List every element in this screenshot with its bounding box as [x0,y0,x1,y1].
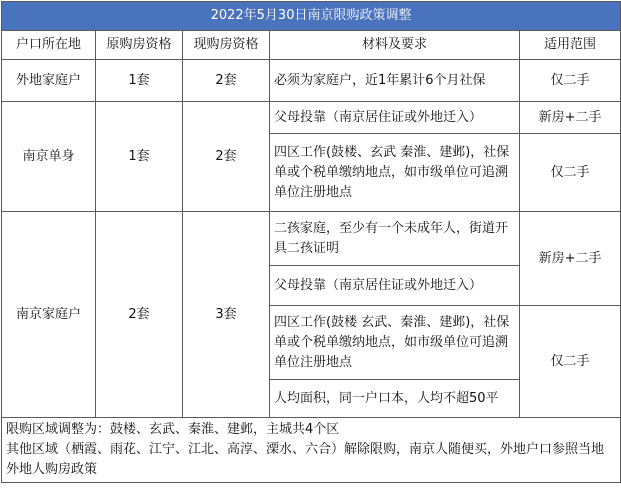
header-residence: 户口所在地 [2,31,96,60]
requirement-cell: 四区工作(鼓楼 玄武、秦淮、建邺)，社保单或个税单缴纳地点，如市级单位可追溯单位注册地点 [270,306,520,380]
current-quota-cell: 2套 [183,60,270,102]
policy-document [1,1,620,499]
scope-cell: 仅二手 [520,60,621,102]
table-row [2,102,621,134]
notes-row [2,418,621,483]
requirement-cell: 四区工作(鼓楼、玄武 秦淮、建邺)，社保单或个税单缴纳地点，如市级单位可追溯单位注册地点 [270,134,520,212]
header-current-quota: 现购房资格 [183,31,270,60]
scope-cell: 新房+二手 [520,212,621,306]
current-quota-cell: 2套 [183,102,270,212]
original-quota-cell: 1套 [96,60,183,102]
title-row [2,2,621,31]
requirement-cell: 父母投靠（南京居住证或外地迁入） [270,266,520,306]
original-quota-cell: 1套 [96,102,183,212]
original-quota-cell: 2套 [96,212,183,418]
requirement-cell: 父母投靠（南京居住证或外地迁入） [270,102,520,134]
notes-cell [2,418,621,483]
table-row [2,60,621,102]
requirement-cell: 必须为家庭户，近1年累计6个月社保 [270,60,520,102]
policy-table [1,1,621,483]
residence-cell: 南京单身 [2,102,96,212]
residence-cell: 外地家庭户 [2,60,96,102]
requirement-cell: 人均面积，同一户口本，人均不超50平 [270,380,520,418]
note-line: 限购区域调整为：鼓楼、玄武、秦淮、建邺，主城共4个区 [6,422,340,437]
residence-cell: 南京家庭户 [2,212,96,418]
table-row [2,212,621,266]
table-title: 2022年5月30日南京限购政策调整 [2,2,621,31]
current-quota-cell: 3套 [183,212,270,418]
note-line: 其他区域（栖霞、雨花、江宁、江北、高淳、溧水、六合）解除限购，南京人随便买，外地户口参照当地外地人购房政策 [6,442,605,477]
scope-cell: 新房+二手 [520,102,621,134]
requirement-cell: 二孩家庭，至少有一个未成年人，街道开具二孩证明 [270,212,520,266]
scope-cell: 仅二手 [520,134,621,212]
header-row [2,31,621,60]
header-original-quota: 原购房资格 [96,31,183,60]
header-scope: 适用范围 [520,31,621,60]
header-requirements: 材料及要求 [270,31,520,60]
scope-cell: 仅二手 [520,306,621,418]
